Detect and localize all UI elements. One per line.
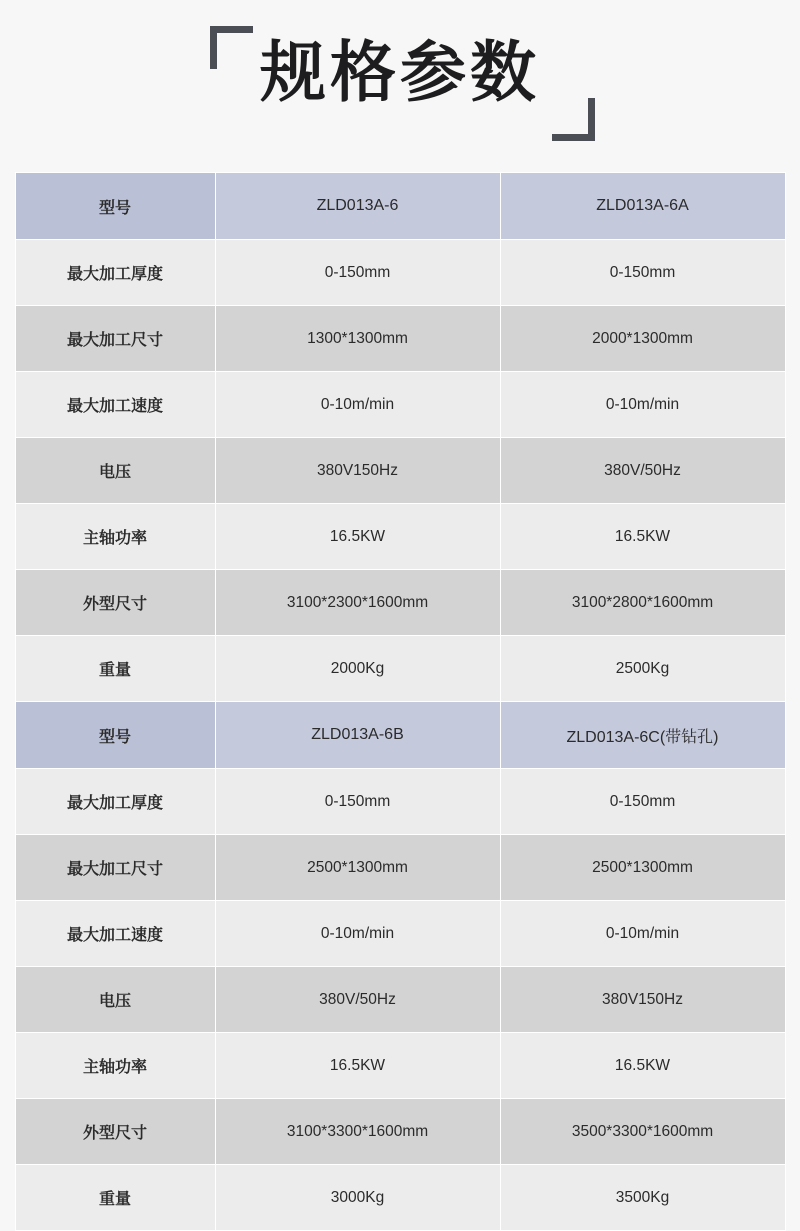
row-label: 最大加工厚度 [15,769,215,835]
table-row [15,769,785,835]
row-value: 3100*3300*1600mm [215,1099,500,1165]
row-label: 型号 [15,173,215,240]
row-value: 0-150mm [500,240,785,306]
row-value: 380V150Hz [215,438,500,504]
table-row [15,967,785,1033]
row-value: 2500Kg [500,636,785,702]
row-label: 最大加工尺寸 [15,835,215,901]
table-row [15,173,785,240]
row-label: 最大加工尺寸 [15,306,215,372]
row-label: 型号 [15,702,215,769]
table-row [15,372,785,438]
row-label: 最大加工厚度 [15,240,215,306]
row-value: 0-10m/min [500,372,785,438]
row-value: 16.5KW [500,504,785,570]
table-row [15,240,785,306]
row-value: 3100*2800*1600mm [500,570,785,636]
table-row [15,438,785,504]
row-value: 3100*2300*1600mm [215,570,500,636]
row-value: 0-10m/min [215,901,500,967]
table-row [15,1099,785,1165]
table-row [15,504,785,570]
row-value: 2000*1300mm [500,306,785,372]
table-row [15,570,785,636]
row-label: 最大加工速度 [15,372,215,438]
row-label: 主轴功率 [15,504,215,570]
model-value: ZLD013A-6B [215,702,500,769]
row-value: 1300*1300mm [215,306,500,372]
table-row [15,306,785,372]
row-value: 3500Kg [500,1165,785,1231]
table-row [15,1165,785,1231]
row-label: 外型尺寸 [15,570,215,636]
row-label: 电压 [15,967,215,1033]
row-value: 16.5KW [215,1033,500,1099]
row-value: 380V/50Hz [215,967,500,1033]
row-label: 重量 [15,1165,215,1231]
row-value: 3500*3300*1600mm [500,1099,785,1165]
row-value: 0-150mm [215,769,500,835]
row-value: 3000Kg [215,1165,500,1231]
row-label: 主轴功率 [15,1033,215,1099]
title-block [0,0,800,160]
row-value: 16.5KW [500,1033,785,1099]
specification-table [15,172,786,1231]
table-row [15,901,785,967]
row-value: 0-150mm [215,240,500,306]
row-value: 0-10m/min [500,901,785,967]
row-value: 380V/50Hz [500,438,785,504]
model-value: ZLD013A-6 [215,173,500,240]
table-row [15,636,785,702]
row-value: 2500*1300mm [215,835,500,901]
row-value: 0-150mm [500,769,785,835]
row-value: 2000Kg [215,636,500,702]
row-label: 最大加工速度 [15,901,215,967]
page-title: 规格参数 [260,35,540,109]
row-value: 2500*1300mm [500,835,785,901]
model-value: ZLD013A-6A [500,173,785,240]
model-value: ZLD013A-6C(带钻孔) [500,702,785,769]
table-row [15,835,785,901]
table-row [15,702,785,769]
row-label: 电压 [15,438,215,504]
row-label: 重量 [15,636,215,702]
row-value: 0-10m/min [215,372,500,438]
row-value: 380V150Hz [500,967,785,1033]
table-row [15,1033,785,1099]
row-value: 16.5KW [215,504,500,570]
row-label: 外型尺寸 [15,1099,215,1165]
